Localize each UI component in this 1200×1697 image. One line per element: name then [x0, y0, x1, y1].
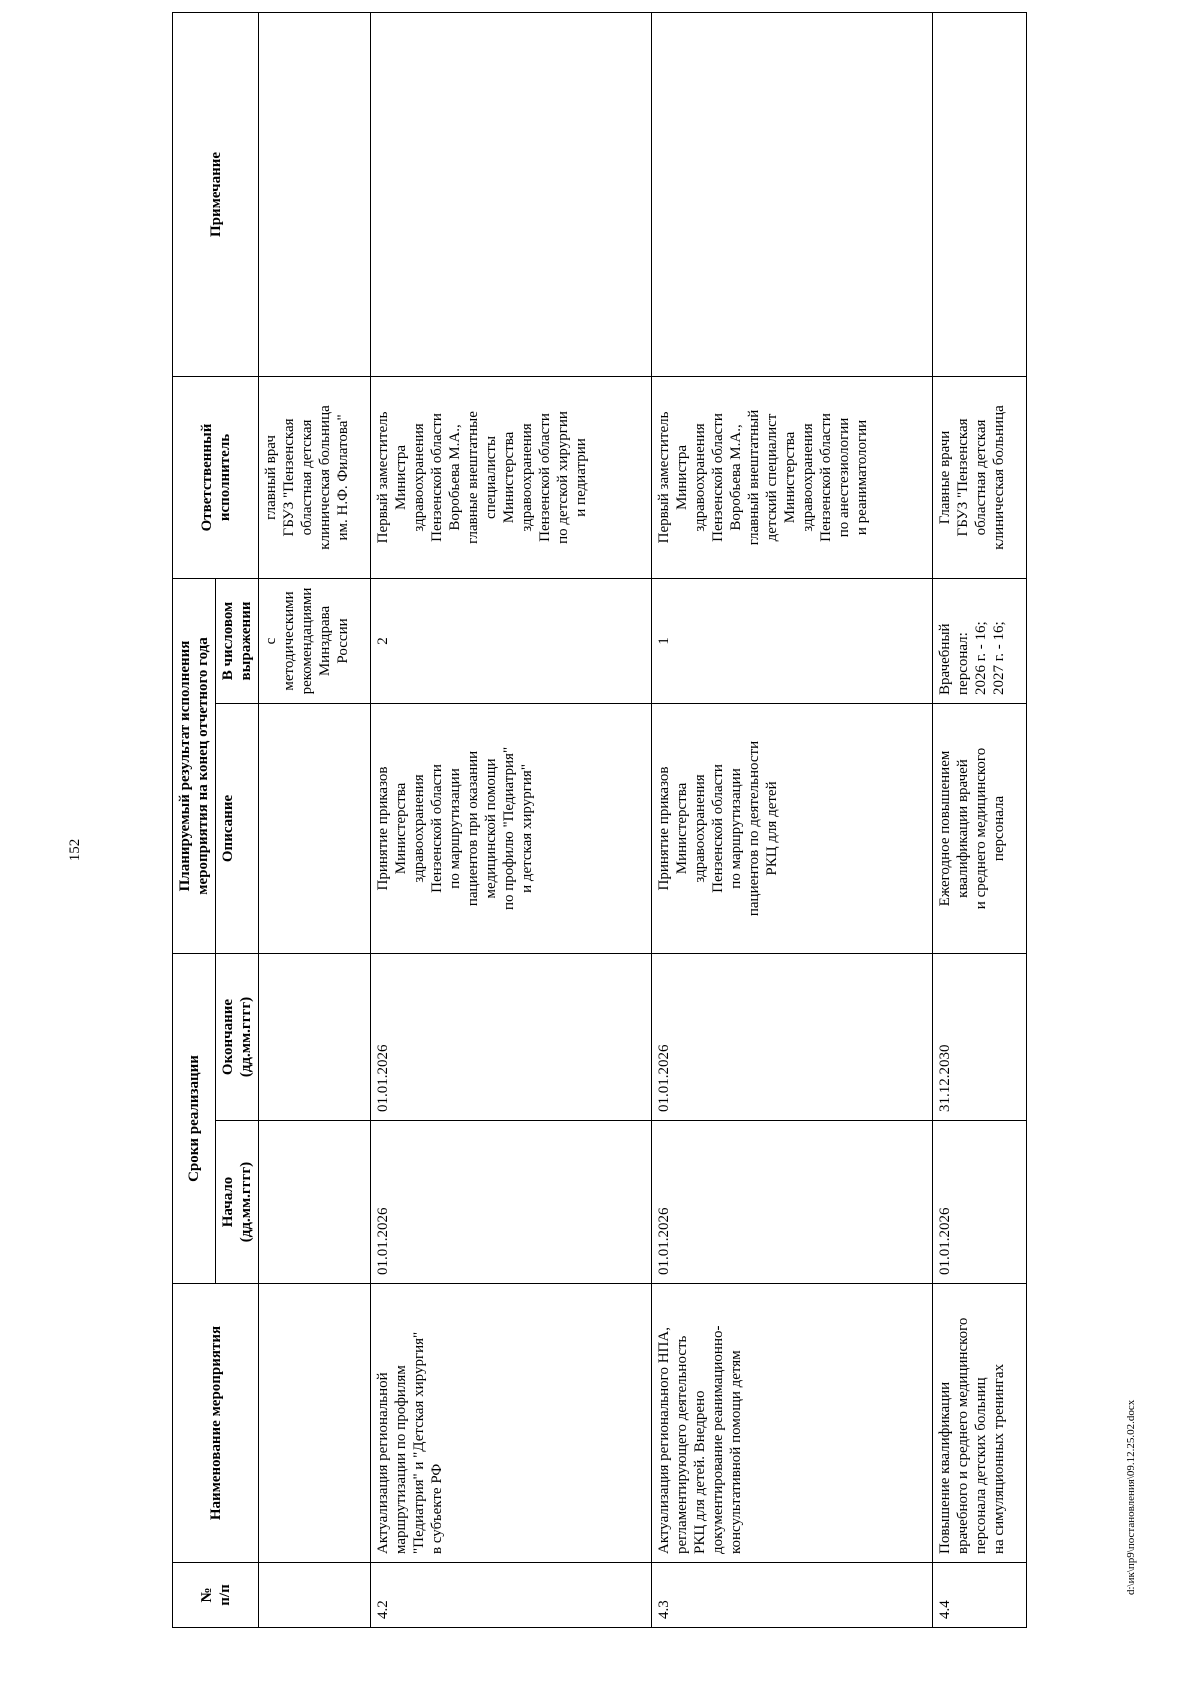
header-result: Планируемый результат исполнения мероприятия на конец отчетного года	[173, 578, 216, 953]
row-responsible: Главные врачи ГБУЗ "Пензенская областная детская клиническая больница	[932, 376, 1026, 578]
row-end: 01.01.2026	[651, 953, 932, 1120]
row-responsible: Первый заместитель Министра здравоохранения Пензенской области Воробьева М.А., главные внештатные специалисты Министерства здравоохранения Пензенской области по детской хирургии и педиатрии	[371, 376, 652, 578]
row-numeric: Врачебный персонал: 2026 г. - 16; 2027 г. - 16;	[932, 578, 1026, 703]
header-numeric: В числовом выражении	[216, 578, 259, 703]
row-responsible: Первый заместитель Министра здравоохранения Пензенской области Воробьева М.А., главный внештатный детский специалист Министерства здравоохранения Пензенской области по анестезиологии и реаниматологии	[651, 376, 932, 578]
row-description	[259, 703, 371, 953]
row-end: 01.01.2026	[371, 953, 652, 1120]
row-name: Повышение квалификации врачебного и среднего медицинского персонала детских больниц на симуляционных тренингах	[932, 1284, 1026, 1563]
row-name	[259, 1284, 371, 1563]
row-description: Ежегодное повышением квалификации врачей и среднего медицинского персонала	[932, 703, 1026, 953]
page-number: 152	[67, 838, 83, 862]
row-description: Принятие приказов Министерства здравоохранения Пензенской области по маршрутизации пациентов при оказании медицинской помощи по профилю "Педиатрия" и детская хирургия"	[371, 703, 652, 953]
row-description: Принятие приказов Министерства здравоохранения Пензенской области по маршрутизации пациентов по деятельности РКЦ для детей	[651, 703, 932, 953]
row-numeric: с методическими рекомендациями Минздрава России	[259, 578, 371, 703]
row-num	[259, 1563, 371, 1628]
row-num: 4.3	[651, 1563, 932, 1628]
row-note	[371, 12, 652, 376]
table-row	[259, 12, 371, 1627]
row-note	[932, 12, 1026, 376]
header-note: Примечание	[173, 12, 259, 376]
row-start: 01.01.2026	[932, 1121, 1026, 1284]
activities-table	[172, 12, 1027, 1628]
header-responsible: Ответственный исполнитель	[173, 376, 259, 578]
header-terms: Сроки реализации	[173, 953, 216, 1283]
row-numeric: 2	[371, 578, 652, 703]
header-start: Начало (дд.мм.гггг)	[216, 1121, 259, 1284]
table-row	[932, 12, 1026, 1627]
row-end	[259, 953, 371, 1120]
row-name: Актуализация регионального НПА, регламентирующего деятельность РКЦ для детей. Внедрено документирование реанимационно- консультативной помощи детям	[651, 1284, 932, 1563]
row-num: 4.2	[371, 1563, 652, 1628]
row-num: 4.4	[932, 1563, 1026, 1628]
header-num: № п/п	[173, 1563, 259, 1628]
row-start: 01.01.2026	[371, 1121, 652, 1284]
header-end: Окончание (дд.мм.гггг)	[216, 953, 259, 1120]
row-responsible: главный врач ГБУЗ "Пензенская областная детская клиническая больница им. Н.Ф. Филатова"	[259, 376, 371, 578]
row-note	[259, 12, 371, 376]
row-start	[259, 1121, 371, 1284]
row-numeric: 1	[651, 578, 932, 703]
rotated-table-container	[172, 13, 1027, 1628]
table-row	[371, 12, 652, 1627]
footer-file-path: d:\ик\пр9\постановления\09.12.25.02.docx	[1125, 1399, 1137, 1595]
header-name: Наименование мероприятия	[173, 1284, 259, 1563]
table-row	[651, 12, 932, 1627]
row-start: 01.01.2026	[651, 1121, 932, 1284]
row-note	[651, 12, 932, 376]
row-end: 31.12.2030	[932, 953, 1026, 1120]
row-name: Актуализация региональной маршрутизации по профилям "Педиатрия" и "Детская хирургия" в субъекте РФ	[371, 1284, 652, 1563]
header-description: Описание	[216, 703, 259, 953]
